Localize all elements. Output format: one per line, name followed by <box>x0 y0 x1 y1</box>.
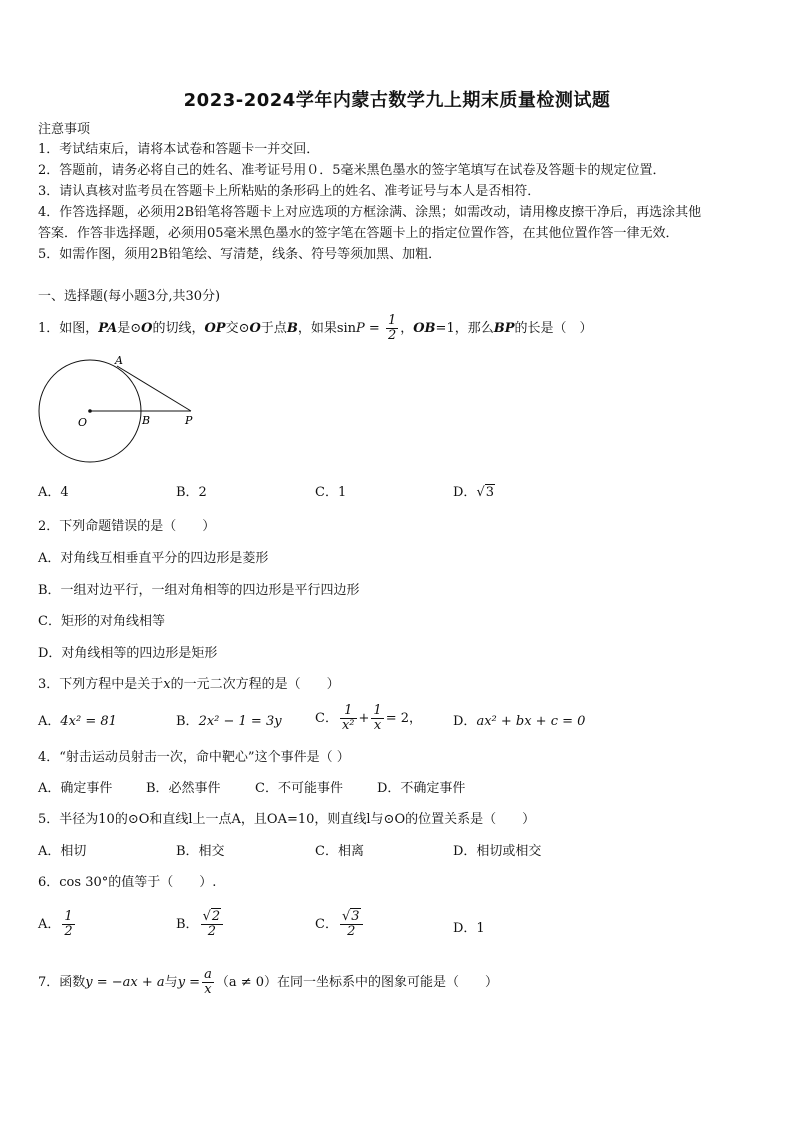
q2-option-c: C．矩形的对角线相等 <box>38 614 165 629</box>
q1-option-c: C．1 <box>315 485 347 500</box>
question-7-stem: 7．函数y = −ax + a与y = $\frac{a}{x}$ （a ≠ 0）在同一坐标系中的图象可能是（ ） <box>38 967 499 997</box>
q2-option-a: A．对角线互相垂直平分的四边形是菱形 <box>38 551 269 566</box>
note-item-2: 2．答题前，请务必将自己的姓名、准考证号用０．5毫米黑色墨水的签字笔填写在试卷及答题卡的规定位置． <box>38 163 666 178</box>
label-a: A <box>115 354 123 367</box>
note-item-5: 5．如需作图，须用2B铅笔绘、写清楚，线条、符号等须加黑、加粗． <box>38 247 442 262</box>
q3-option-c: C． $\frac{1}{\text{x²}}$ + $\frac{1}{x}$ = 2， <box>315 703 422 733</box>
q1-option-a: A．4 <box>38 485 69 500</box>
q3-option-b: B．2x² − 1 = 3y <box>176 714 282 729</box>
circle-tangent-figure <box>34 350 204 470</box>
fraction: $\frac{1}{2}$ <box>64 909 73 939</box>
question-2-stem: 2．下列命题错误的是（ ） <box>38 519 216 534</box>
q5-option-a: A．相切 <box>38 844 87 859</box>
question-1-stem: 1．如图，PA是⊙O的切线，OP交⊙O于点B，如果sinP = $\frac{1}{2}$ ，OB=1，那么BP的长是（ ） <box>38 313 593 343</box>
label-p: P <box>185 414 193 427</box>
q6-option-b: B． $\frac{√2}{2}$ <box>176 910 225 939</box>
q2-option-d: D．对角线相等的四边形是矩形 <box>38 646 218 661</box>
fraction: $\frac{1}{x}$ <box>373 703 382 733</box>
q1-option-b: B．2 <box>176 485 207 500</box>
q6-option-c: C． $\frac{√3}{2}$ <box>315 910 365 939</box>
fraction: $\frac{1}{2}$ <box>387 313 397 343</box>
question-3-stem: 3．下列方程中是关于x的一元二次方程的是（ ） <box>38 677 340 692</box>
q5-option-d: D．相切或相交 <box>453 844 542 859</box>
note-item-1: 1．考试结束后，请将本试卷和答题卡一并交回． <box>38 142 320 157</box>
question-5-stem: 5．半径为10的⊙O和直线l上一点A，且OA=10，则直线l与⊙O的位置关系是（ ） <box>38 812 536 827</box>
question-4-stem: 4．“射击运动员射击一次，命中靶心”这个事件是（ ） <box>38 750 350 765</box>
q5-option-b: B．相交 <box>176 844 225 859</box>
page-title: 2023-2024学年内蒙古数学九上期末质量检测试题 <box>183 90 611 111</box>
tangent-pa <box>117 366 191 411</box>
note-item-4: 4．作答选择题，必须用2B铅笔将答题卡上对应选项的方框涂满、涂黑；如需改动，请用橡皮擦干净后，再选涂其他 <box>38 205 702 220</box>
label-b: B <box>142 414 151 427</box>
fraction: $\frac{a}{x}$ <box>204 967 212 997</box>
q4-option-b: B．必然事件 <box>146 781 221 796</box>
fraction: $\frac{√2}{2}$ <box>201 910 224 939</box>
q3-option-d: D．ax² + bx + c = 0 <box>453 714 586 729</box>
q6-option-a: A． $\frac{1}{2}$ <box>38 909 73 939</box>
question-6-stem: 6．cos 30°的值等于（ ）. <box>38 875 217 890</box>
q4-option-d: D．不确定事件 <box>377 781 466 796</box>
q6-option-d: D．1 <box>453 921 485 936</box>
notes-heading: 注意事项 <box>38 122 91 137</box>
note-item-3: 3．请认真核对监考员在答题卡上所粘贴的条形码上的姓名、准考证号与本人是否相符． <box>38 184 541 199</box>
q4-option-a: A．确定事件 <box>38 781 113 796</box>
fraction: $\frac{√3}{2}$ <box>340 910 363 939</box>
label-o: O <box>78 416 88 429</box>
q1-option-d: D．√3 <box>453 485 495 500</box>
center-dot <box>88 409 92 413</box>
note-item-4-cont: 答案．作答非选择题，必须用05毫米黑色墨水的签字笔在答题卡上的指定位置作答，在其他位置作答一律无效． <box>38 226 679 241</box>
q3-option-a: A．4x² = 81 <box>38 714 117 729</box>
sqrt-symbol: √3 <box>476 485 495 500</box>
q4-option-c: C．不可能事件 <box>255 781 343 796</box>
q5-option-c: C．相离 <box>315 844 364 859</box>
q2-option-b: B．一组对边平行，一组对角相等的四边形是平行四边形 <box>38 583 360 598</box>
section-heading: 一、选择题(每小题3分,共30分) <box>38 289 221 304</box>
fraction: $\frac{1}{\text{x²}}$ <box>341 703 355 733</box>
